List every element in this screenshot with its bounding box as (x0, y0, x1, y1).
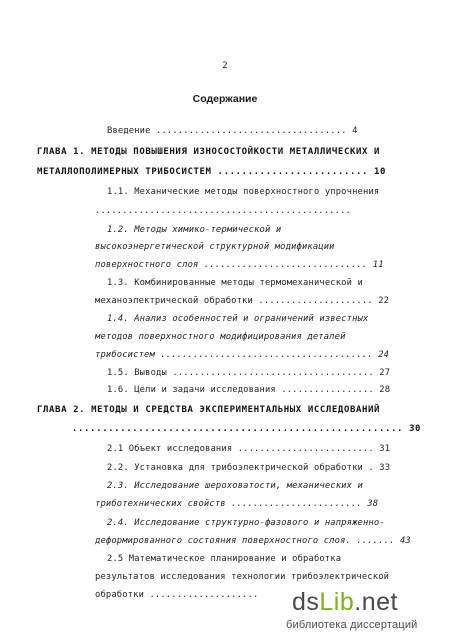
toc-entry-line: трибосистем ....................................... 24 (95, 350, 390, 360)
toc-entry-line: 2.2. Установка для трибоэлектрической обработки . 33 (107, 463, 391, 473)
toc-chapter-line: ....................................................... 30 (72, 424, 422, 434)
toc-entry-line: 2.4. Исследование структурно-фазового и напряженно- (107, 518, 385, 528)
page-number: 2 (222, 61, 228, 71)
toc-entry-line: обработки .................... (95, 590, 259, 600)
dslib-logo: dsLib.net (292, 588, 398, 616)
toc-entry-line: механоэлектрической обработки ..................... 22 (95, 296, 390, 306)
toc-chapter-line: МЕТАЛЛОПОЛИМЕРНЫХ ТРИБОСИСТЕМ ......................... 10 (37, 167, 387, 177)
toc-entry-line: 1.6. Цели и задачи исследования ................. 28 (107, 385, 391, 395)
toc-entry-line: 1.1. Механические методы поверхностного упрочнения (107, 187, 380, 197)
toc-entry-line: деформированного состояния поверхностного слоя. ....... 43 (95, 536, 411, 546)
toc-entry-line: 1.2. Методы химико-термической и (107, 225, 282, 235)
toc-entry-line: 2.3. Исследование шероховатости, механических и (107, 481, 363, 491)
toc-chapter-line: ГЛАВА 2. МЕТОДЫ И СРЕДСТВА ЭКСПЕРИМЕНТАЛЬНЫХ ИССЛЕДОВАНИЙ (37, 405, 381, 415)
watermark (286, 588, 450, 636)
toc-entry-line: 1.5. Выводы ..................................... 27 (107, 368, 391, 378)
page-title: Содержание (192, 93, 258, 105)
toc-chapter-line: ГЛАВА 1. МЕТОДЫ ПОВЫШЕНИЯ ИЗНОСОСТОЙКОСТИ МЕТАЛЛИЧЕСКИХ И (37, 147, 381, 157)
toc-entry-line: триботехнических свойств ........................ 38 (95, 499, 379, 509)
toc-entry-line: 2.5 Математическое планирование и обработка (107, 554, 342, 564)
toc-entry-line: ............................................... (95, 206, 351, 216)
toc-entry-line: методов поверхностного модифицирования деталей (95, 332, 346, 342)
toc-entry-line: результатов исследования технологии трибоэлектрической (95, 572, 390, 582)
toc-entry-line: поверхностного слоя .............................. 11 (95, 260, 384, 270)
toc-entry-line: высокоэнергетической структурной модификации (95, 242, 335, 252)
toc-entry-line: Введение ................................... 4 (107, 126, 358, 136)
toc-entry-line: 1.4. Анализ особенностей и ограничений известных (107, 314, 369, 324)
toc-entry-line: 1.3. Комбинированные методы термомеханической и (107, 278, 363, 288)
toc-entry-line: 2.1 Объект исследования ......................... 31 (107, 444, 391, 454)
watermark-subtitle: библиотека диссертаций (286, 619, 418, 631)
